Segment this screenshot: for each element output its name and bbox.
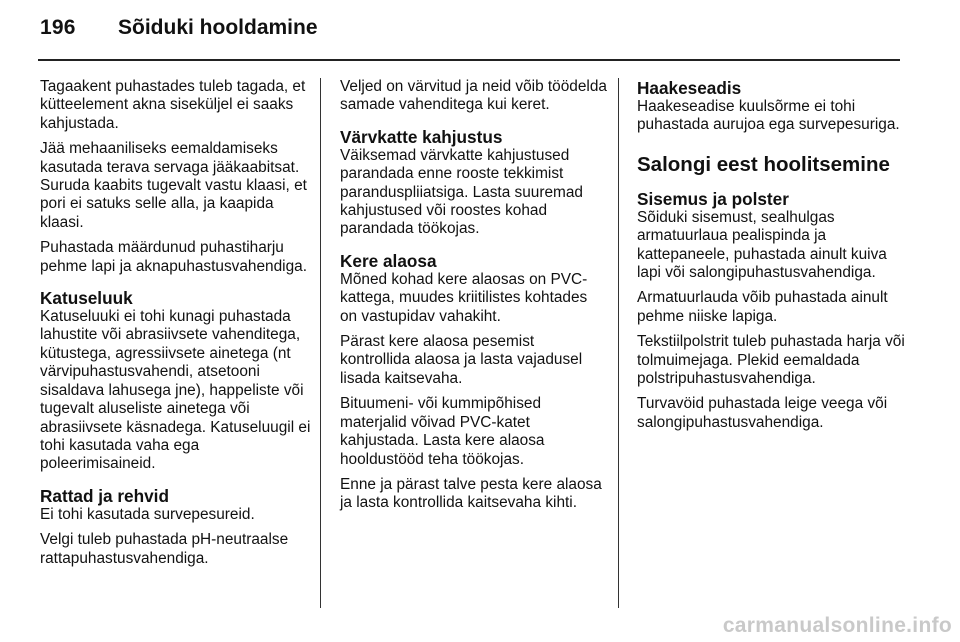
paragraph-bitumen: Bituumeni- või kummipõhised materjalid võivad PVC-katet kahjustada. Lasta kere alaosa hooldustööd teha töökojas.	[340, 395, 545, 468]
heading-towing-device: Haakeseadis	[637, 78, 742, 98]
heading-wheels-tyres: Rattad ja rehvid	[40, 485, 169, 506]
heading-sunroof: Katuseluuk	[40, 288, 133, 309]
paragraph-underbody-wash: Pärast kere alaosa pesemist kontrollida alaosa ja lasta vajadusel lisada kaitsevaha.	[340, 333, 583, 387]
column-divider-2	[618, 78, 619, 608]
heading-interior-upholstery: Sisemus ja polster	[637, 188, 789, 209]
paragraph-dashboard: Armatuurlauda võib puhastada ainult pehme niiske lapiga.	[637, 289, 888, 325]
paragraph-no-pressure-washer: Ei tohi kasutada survepesureid.	[40, 505, 255, 523]
paragraph-rims-painted: Veljed on värvitud ja neid võib töödelda samade vahenditega kui keret.	[340, 78, 607, 114]
paragraph-paint-damage: Väiksemad värvkatte kahjustused parandada enne rooste tekkimist paranduspliiatsiga. Lasta suuremad kahjustused või roostes kohad parandada töökojas.	[340, 146, 583, 238]
column-3	[637, 78, 905, 439]
paragraph-rear-window: Tagaakent puhastades tuleb tagada, et kütteelement akna siseküljel ei saaks kahjustada.	[40, 78, 306, 132]
page-number: 196	[40, 16, 76, 39]
paragraph-underbody-pvc: Mõned kohad kere alaosas on PVC-kattega, muudes kriitilistes kohtades on vastupidav vahakiht.	[340, 270, 588, 325]
paragraph-ice-scraper: Jää mehaaniliseks eemaldamiseks kasutada terava servaga jääkaabitsat. Suruda kaabits tugevalt vastu klaasi, et pori ei satuks selle alla, ja kaapida klaasi.	[40, 140, 307, 231]
heading-underbody: Kere alaosa	[340, 250, 437, 271]
header-rule	[38, 59, 900, 61]
paragraph-winter-wash: Enne ja pärast talve pesta kere alaosa ja lasta kontrollida kaitsevaha kihti.	[340, 475, 602, 512]
watermark: carmanualsonline.info	[722, 614, 952, 637]
paragraph-towing-device: Haakeseadise kuulsõrme ei tohi puhastada aurujoa ega survepesuriga.	[637, 98, 900, 134]
paragraph-rim-cleaning: Velgi tuleb puhastada pH-neutraalse rattapuhastusvahendiga.	[40, 531, 289, 567]
column-2	[340, 78, 608, 520]
column-divider-1	[320, 78, 321, 608]
heading-paint-damage: Värvkatte kahjustus	[340, 126, 503, 147]
page-title: Sõiduki hooldamine	[118, 16, 318, 39]
paragraph-wiper-blades: Puhastada määrdunud puhastiharju pehme lapi ja aknapuhastusvahendiga.	[40, 239, 307, 275]
paragraph-sunroof: Katuseluuki ei tohi kunagi puhastada lahustite või abrasiivsete vahenditega, kütustega, agressiivsete ainetega (nt värvipuhastusvahendi, atsetooni sisaldava lahusega jne), happeliste või tugevalt aluseliste ainetega või abrasiivsete käsnadega. Katuseluugil ei tohi kasutada vaha ega poleerimisaineid.	[40, 308, 311, 473]
paragraph-upholstery: Tekstiilpolstrit tuleb puhastada harja või tolmuimejaga. Plekid eemaldada polstripuhastusvahendiga.	[637, 333, 905, 388]
paragraph-seat-belts: Turvavöid puhastada leige veega või salongipuhastusvahendiga.	[637, 395, 888, 431]
heading-interior-care: Salongi eest hoolitsemine	[637, 152, 890, 176]
paragraph-interior-cleaning: Sõiduki sisemust, sealhulgas armatuurlaua pealispinda ja kattepaneele, puhastada ainult kuiva lapi või salongipuhastusvahendiga.	[637, 208, 887, 282]
column-1	[40, 78, 312, 575]
